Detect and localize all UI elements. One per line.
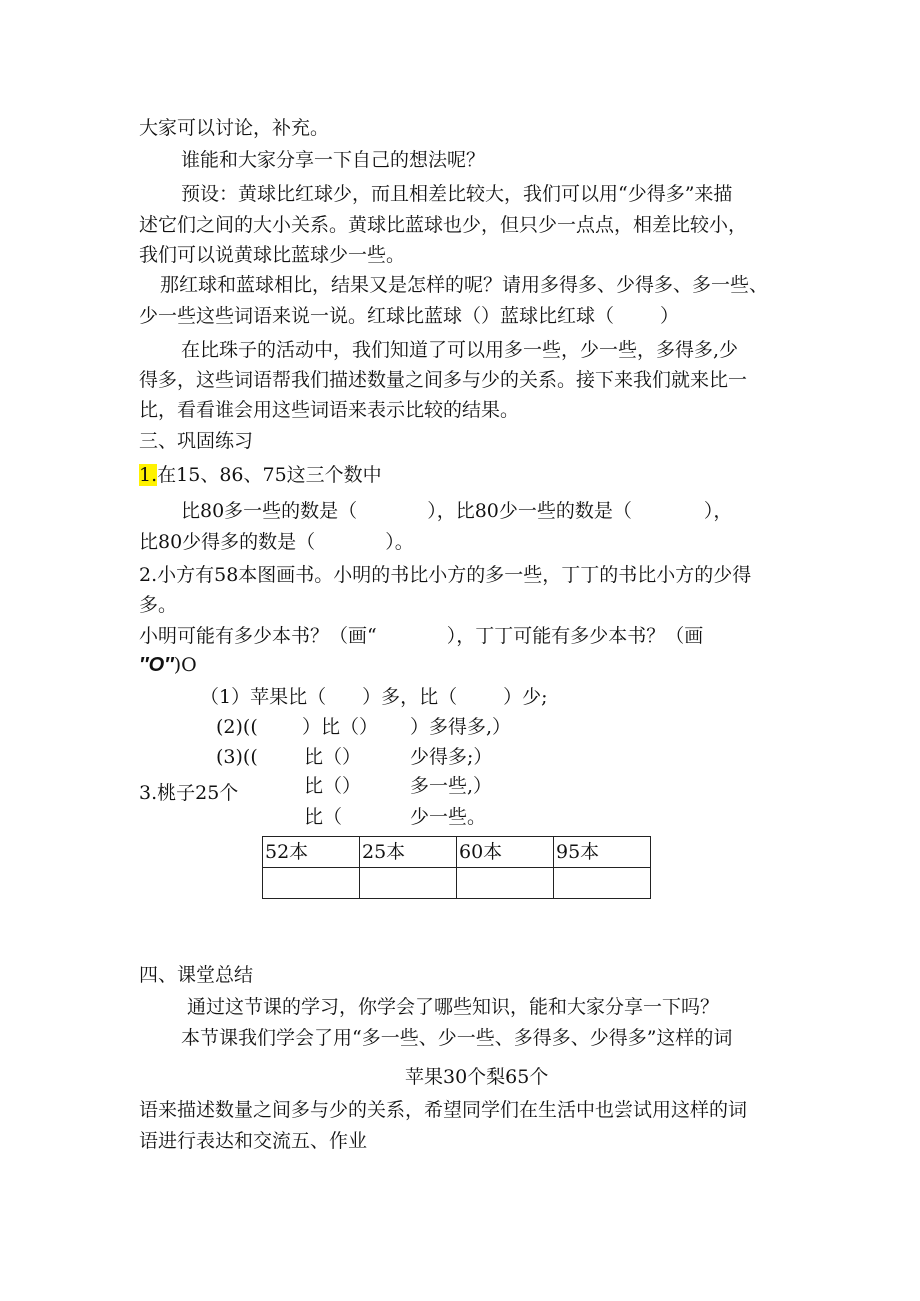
table-cell	[360, 868, 457, 899]
table-header-cell: 52本	[263, 837, 360, 868]
table-cell	[554, 868, 651, 899]
question-2-line-2: 多。	[139, 594, 178, 616]
fill-r2-compare: ）比（）	[302, 716, 379, 738]
fill-r4-compare: 比（）	[304, 775, 362, 797]
summary-center-line: 苹果30个梨65个	[405, 1066, 549, 1088]
intro-line-7-text: 少一些这些词语来说一说。红球比蓝球（）蓝球比红球（	[139, 305, 615, 327]
fill-r5-compare: 比（	[304, 806, 343, 828]
question-1-row-a	[181, 498, 732, 524]
section-3-heading: 三、巩固练习	[139, 430, 254, 452]
summary-line-4: 语进行表达和交流五、作业	[139, 1130, 368, 1152]
intro-line-6: 那红球和蓝球相比，结果又是怎样的呢？请用多得多、少得多、多一些、	[160, 274, 769, 296]
circle-mark-tail: )O	[173, 654, 197, 676]
q1-b-part2: ）。	[385, 531, 414, 553]
fill-row-1	[200, 684, 548, 710]
table-header-cell: 25本	[360, 837, 457, 868]
summary-line-3: 语来描述数量之间多与少的关系，希望同学们在生活中也尝试用这样的词	[139, 1099, 748, 1121]
q1-a-part1: 比80多一些的数是（	[181, 500, 358, 522]
table-cell	[263, 868, 360, 899]
fill-r5-word: 少一些。	[410, 806, 487, 828]
question-2-mark-line	[139, 652, 197, 678]
question-1-line	[139, 462, 382, 488]
intro-line-1: 大家可以讨论，补充。	[139, 117, 330, 139]
table-header-cell: 95本	[554, 837, 651, 868]
fill-r2-word: ）多得多,）	[410, 716, 512, 738]
table-row	[263, 837, 651, 868]
intro-line-7	[139, 303, 679, 329]
intro-line-9: 得多，这些词语帮我们描述数量之间多与少的关系。接下来我们就来比一	[139, 369, 748, 391]
table-header-cell: 60本	[457, 837, 554, 868]
intro-line-2: 谁能和大家分享一下自己的想法呢？	[181, 149, 486, 171]
fill-r1-part1: （1）苹果比（	[200, 686, 327, 708]
q2-ask-part1: 小明可能有多少本书？（画“	[139, 625, 377, 647]
question-3: 3.桃子25个	[139, 782, 239, 804]
fill-r3-word: 少得多;）	[410, 746, 493, 768]
summary-line-1: 通过这节课的学习，你学会了哪些知识，能和大家分享一下吗？	[187, 996, 720, 1018]
intro-line-7-close: ）	[660, 305, 680, 327]
books-table	[262, 836, 651, 899]
fill-r2-prefix: (2)((	[216, 716, 258, 738]
fill-r1-part3: ）少;	[503, 686, 548, 708]
q2-ask-part2: ），丁丁可能有多少本书？（画	[446, 625, 704, 647]
q1-a-part2: ），比80少一些的数是（	[427, 500, 632, 522]
summary-line-2: 本节课我们学会了用“多一些、少一些、多得多、少得多”这样的词	[181, 1027, 733, 1049]
q1-b-part1: 比80少得多的数是（	[139, 531, 316, 553]
intro-line-5: 我们可以说黄球比蓝球少一些。	[139, 244, 406, 266]
table-cell	[457, 868, 554, 899]
intro-line-8: 在比珠子的活动中，我们知道了可以用多一些，少一些，多得多,少	[181, 339, 739, 361]
section-4-heading: 四、课堂总结	[139, 964, 254, 986]
intro-line-3: 预设：黄球比红球少，而且相差比较大，我们可以用“少得多”来描	[181, 183, 733, 205]
fill-r3-compare: 比（）	[304, 746, 362, 768]
fill-r1-part2: ）多，比（	[362, 686, 458, 708]
fill-r4-word: 多一些,）	[410, 775, 493, 797]
intro-line-4: 述它们之间的大小关系。黄球比蓝球也少，但只少一点点，相差比较小，	[139, 214, 748, 236]
question-1-number: 1.	[139, 464, 158, 486]
question-1-row-b	[139, 529, 414, 555]
circle-mark: ″O″	[139, 654, 174, 676]
q1-a-part3: ），	[703, 500, 733, 522]
intro-line-10: 比，看看谁会用这些词语来表示比较的结果。	[139, 399, 520, 421]
question-2-line-1: 2.小方有58本图画书。小明的书比小方的多一些，丁丁的书比小方的少得	[139, 564, 752, 586]
question-2-ask	[139, 623, 703, 649]
fill-r3-prefix: (3)((	[216, 746, 258, 768]
question-1-text: 在15、86、75这三个数中	[157, 464, 382, 486]
table-row	[263, 868, 651, 899]
